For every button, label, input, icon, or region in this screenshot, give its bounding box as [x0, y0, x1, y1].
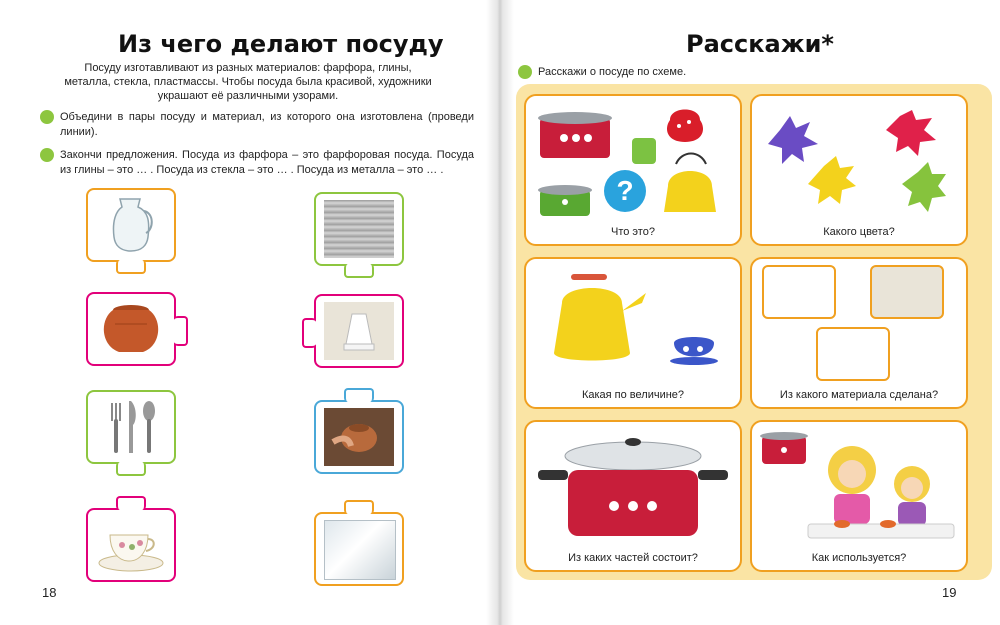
clay-sample-icon: [324, 408, 394, 466]
thumb-metal-icon: [762, 265, 836, 319]
right-page: [510, 0, 1000, 625]
task-sentences: [42, 148, 474, 178]
card-what-material: [750, 257, 968, 409]
puzzle-knob: [344, 500, 374, 514]
card-what-parts: [524, 420, 742, 572]
puzzle-clay-pot[interactable]: [86, 292, 176, 366]
puzzle-knob: [174, 316, 188, 346]
puzzle-knob: [116, 462, 146, 476]
task-tell-text: Расскажи о посуде по схеме.: [538, 66, 687, 78]
card-what-is-it: [524, 94, 742, 246]
task-tell: [518, 65, 818, 80]
task-sentences-text: Закончи предложения. Посуда из фарфора – это фарфоровая посуда. Посуда из глины – это … . Посуда из стекла – это … . Посуда из металла – это … .: [60, 149, 474, 176]
caption-what-color: Какого цвета?: [823, 226, 895, 238]
bullet-dot-icon: [40, 148, 54, 162]
puzzle-cutlery[interactable]: [86, 390, 176, 464]
question-mark-icon: ?: [604, 170, 646, 212]
right-page-title: Расскажи*: [686, 30, 834, 58]
glass-sample-icon: [324, 520, 396, 580]
caption-what-is-it: Что это?: [611, 226, 655, 238]
intro-paragraph: Посуду изготавливают из разных материалов: фарфора, глины, металла, стекла, пластмассы. Чтобы посуда была красивой, художники украшают её различными узорами.: [64, 62, 432, 102]
saucepan-icon: [534, 426, 732, 544]
cutlery-icon: [96, 398, 166, 456]
puzzle-glass[interactable]: [314, 512, 404, 586]
caption-what-size: Какая по величине?: [581, 389, 685, 401]
metal-sample-icon: [324, 200, 394, 258]
family-tea-icon: [758, 426, 958, 544]
left-page: [0, 0, 490, 625]
puzzle-glass-jug[interactable]: [86, 188, 176, 262]
bullet-dot-icon: [518, 65, 532, 79]
puzzle-knob: [302, 318, 316, 348]
puzzle-metal[interactable]: [314, 192, 404, 266]
card-what-color: [750, 94, 968, 246]
puzzle-porcelain[interactable]: [314, 294, 404, 368]
puzzle-porcelain-cup[interactable]: [86, 508, 176, 582]
porcelain-cup-icon: [96, 516, 166, 574]
caption-what-material: Из какого материала сделана?: [779, 389, 939, 401]
glass-jug-icon: [96, 196, 166, 254]
card-what-size: [524, 257, 742, 409]
page-number-left: 18: [42, 585, 57, 600]
task-pairs: [42, 110, 474, 140]
puzzle-knob: [344, 388, 374, 402]
thumb-porcelain-icon: [870, 265, 944, 319]
caption-how-used: Как используется?: [811, 552, 907, 564]
puzzle-knob: [344, 264, 374, 278]
color-splashes-icon: [760, 102, 958, 220]
clay-pot-icon: [96, 300, 166, 358]
puzzle-clay[interactable]: [314, 400, 404, 474]
card-how-used: [750, 420, 968, 572]
task-pairs-text: Объедини в пары посуду и материал, из которого она изготовлена (проведи линии).: [60, 111, 474, 138]
porcelain-sample-icon: [324, 302, 394, 360]
thumb-glass-icon: [816, 327, 890, 381]
puzzle-knob: [116, 496, 146, 510]
left-page-title: Из чего делают посуду: [118, 30, 444, 58]
kettle-and-cup-icon: [534, 265, 732, 375]
page-number-right: 19: [942, 585, 957, 600]
puzzle-knob: [116, 260, 146, 274]
caption-what-parts: Из каких частей состоит?: [568, 552, 698, 564]
bullet-dot-icon: [40, 110, 54, 124]
